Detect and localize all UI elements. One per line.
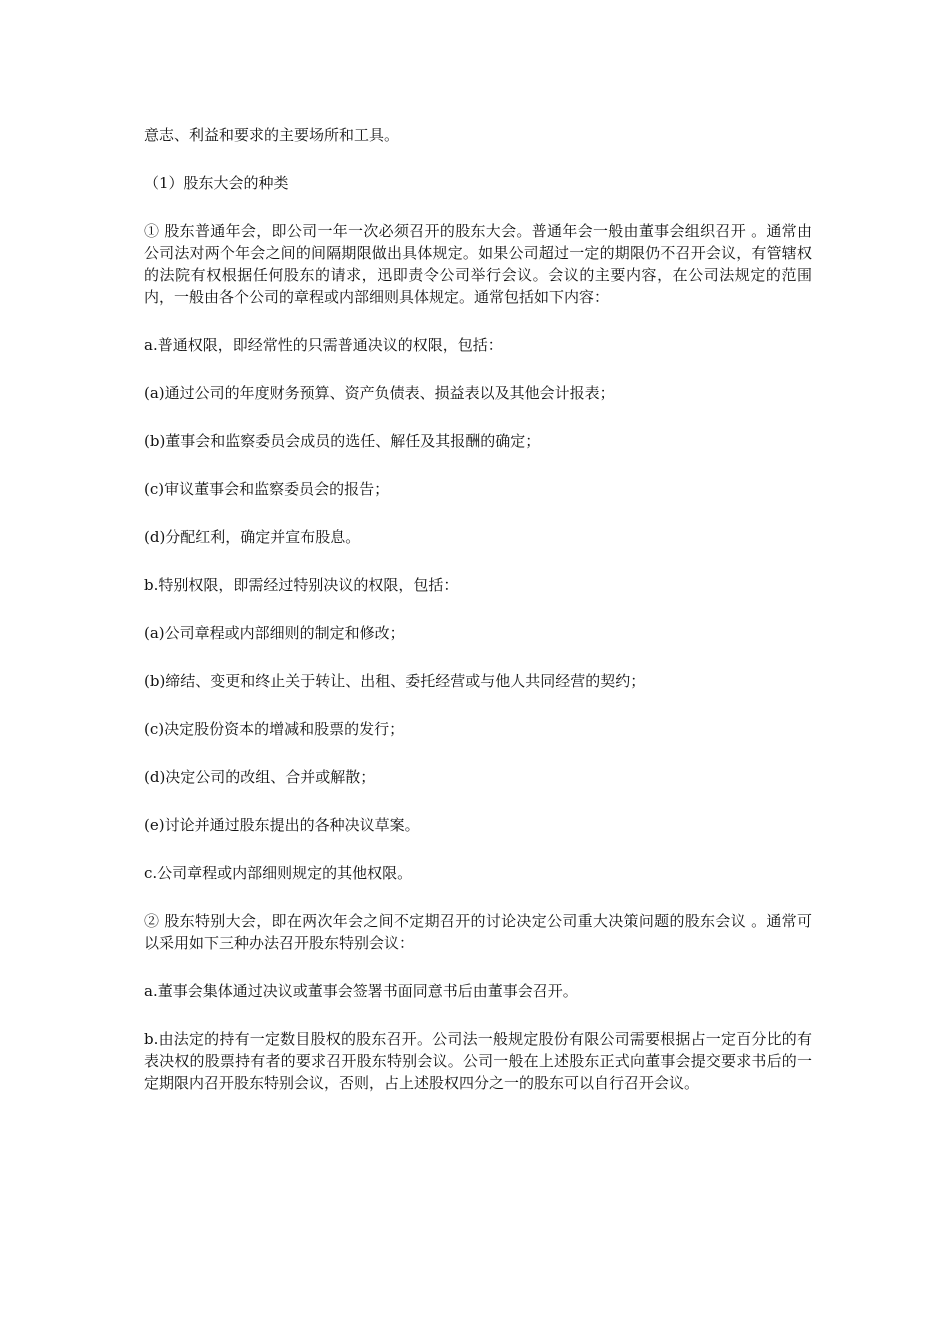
- list-heading-other-powers: c.公司章程或内部细则规定的其他权限。: [144, 864, 413, 882]
- document-page: [144, 124, 812, 1120]
- list-item-special-b: (b)缔结、变更和终止关于转让、出租、委托经营或与他人共同经营的契约；: [144, 672, 646, 690]
- list-item-special-a: (a)公司章程或内部细则的制定和修改；: [144, 624, 405, 642]
- list-item-ordinary-d: (d)分配红利，确定并宣布股息。: [144, 528, 361, 546]
- list-item-special-e: (e)讨论并通过股东提出的各种决议草案。: [144, 816, 420, 834]
- list-heading-ordinary-powers: a.普通权限，即经常性的只需普通决议的权限，包括：: [144, 336, 503, 354]
- paragraph-intro-continuation: 意志、利益和要求的主要场所和工具。: [144, 126, 400, 144]
- paragraph-annual-meeting: ① 股东普通年会，即公司一年一次必须召开的股东大会。普通年会一般由董事会组织召开 。通常由公司法对两个年会之间的间隔期限做出具体规定。如果公司超过一定的期限仍不召开会议，有管辖权的法院有权根据任何股东的请求，迅即责令公司举行会议。会议的主要内容，在公司法规定的范围内，一般由各个公司的章程或内部细则具体规定。通常包括如下内容：: [144, 222, 812, 306]
- list-item-convene-b: b.由法定的持有一定数目股权的股东召开。公司法一般规定股份有限公司需要根据占一定百分比的有表决权的股票持有者的要求召开股东特别会议。公司一般在上述股东正式向董事会提交要求书后的一定期限内召开股东特别会议，否则，占上述股权四分之一的股东可以自行召开会议。: [144, 1030, 812, 1092]
- list-item-ordinary-a: (a)通过公司的年度财务预算、资产负债表、损益表以及其他会计报表；: [144, 384, 615, 402]
- list-item-ordinary-b: (b)董事会和监察委员会成员的选任、解任及其报酬的确定；: [144, 432, 541, 450]
- paragraph-special-meeting: ② 股东特别大会，即在两次年会之间不定期召开的讨论决定公司重大决策问题的股东会议 。通常可以采用如下三种办法召开股东特别会议：: [144, 912, 812, 952]
- list-heading-special-powers: b.特别权限，即需经过特别决议的权限，包括：: [144, 576, 459, 594]
- list-item-special-d: (d)决定公司的改组、合并或解散；: [144, 768, 376, 786]
- section-heading-meeting-types: （1）股东大会的种类: [144, 174, 289, 192]
- list-item-special-c: (c)决定股份资本的增减和股票的发行；: [144, 720, 405, 738]
- list-item-ordinary-c: (c)审议董事会和监察委员会的报告；: [144, 480, 390, 498]
- list-item-convene-a: a.董事会集体通过决议或董事会签署书面同意书后由董事会召开。: [144, 982, 578, 1000]
